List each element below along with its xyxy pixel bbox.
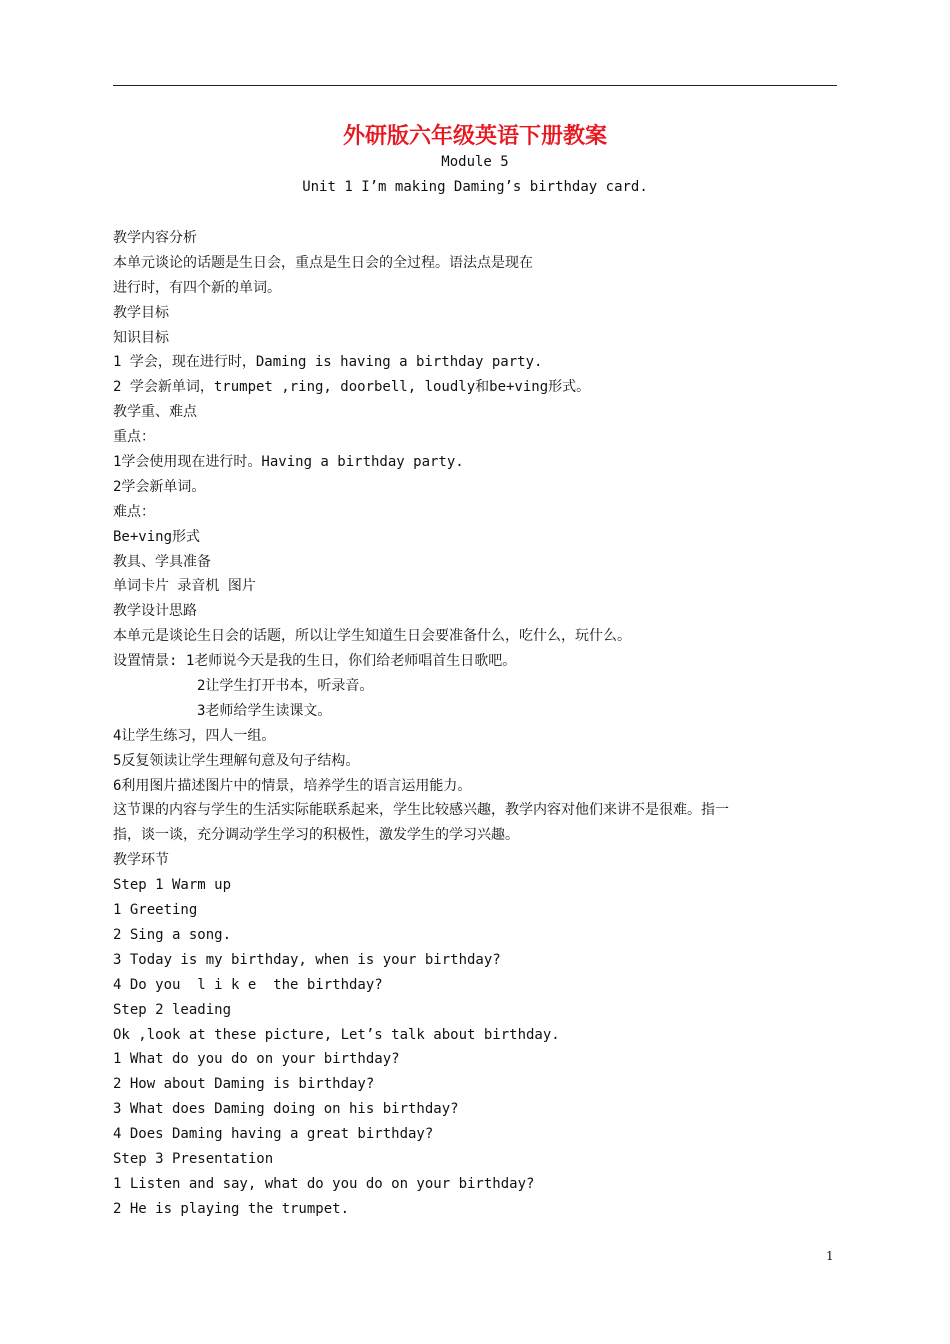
text-line: 3 What does Daming doing on his birthday? — [113, 1101, 459, 1118]
text-line: 2让学生打开书本，听录音。 — [197, 678, 374, 695]
module-heading: Module 5 — [441, 154, 509, 170]
text-line: 6利用图片描述图片中的情景，培养学生的语言运用能力。 — [113, 777, 472, 794]
text-line: 本单元是谈论生日会的话题，所以让学生知道生日会要准备什么，吃什么，玩什么。 — [113, 628, 631, 645]
unit-heading: Unit 1 I’m making Daming’s birthday card. — [302, 179, 648, 195]
text-line: 1 Greeting — [113, 902, 198, 919]
text-line: 1 学会，现在进行时，Daming is having a birthday party. — [113, 354, 543, 371]
text-line: 难点： — [113, 503, 155, 520]
text-line: Step 2 leading — [113, 1001, 232, 1018]
text-line: 1 Listen and say, what do you do on your birthday? — [113, 1175, 535, 1192]
text-line: 教学目标 — [113, 304, 169, 321]
text-line: 3 Today is my birthday, when is your birthday? — [113, 951, 501, 968]
text-line: 2 He is playing the trumpet. — [113, 1200, 350, 1217]
text-line: 1 What do you do on your birthday? — [113, 1051, 400, 1068]
header-rule — [113, 85, 837, 86]
text-line: 2学会新单词。 — [113, 478, 206, 495]
text-line: 设置情景: 1老师说今天是我的生日，你们给老师唱首生日歌吧。 — [113, 653, 517, 670]
text-line: 指，谈一谈，充分调动学生学习的积极性，激发学生的学习兴趣。 — [113, 827, 519, 844]
text-line: 5反复领读让学生理解句意及句子结构。 — [113, 752, 360, 769]
document-body — [113, 226, 841, 1222]
text-line: 进行时，有四个新的单词。 — [113, 279, 281, 296]
text-line: 这节课的内容与学生的生活实际能联系起来，学生比较感兴趣，教学内容对他们来讲不是很难。指一 — [113, 802, 729, 819]
text-line: 本单元谈论的话题是生日会，重点是生日会的全过程。语法点是现在 — [113, 254, 533, 271]
text-line: 2 学会新单词，trumpet ,ring, doorbell, loudly和be+ving形式。 — [113, 379, 591, 396]
text-line: 1学会使用现在进行时。Having a birthday party. — [113, 454, 464, 471]
text-line: 3老师给学生读课文。 — [197, 702, 332, 719]
text-line: 教学内容分析 — [113, 230, 197, 246]
page-number: 1 — [826, 1249, 834, 1263]
document-title: 外研版六年级英语下册教案 — [342, 123, 607, 149]
text-line: 4 Does Daming having a great birthday? — [113, 1126, 434, 1143]
text-line: Ok ,look at these picture, Let’s talk about birthday. — [113, 1026, 560, 1043]
text-line: 单词卡片 录音机 图片 — [113, 578, 256, 595]
text-line: 教学重、难点 — [113, 404, 197, 421]
text-line: 重点： — [113, 429, 155, 446]
text-line: Step 1 Warm up — [113, 877, 232, 894]
text-line: 4 Do you l i k e the birthday? — [113, 976, 383, 993]
text-line: 2 How about Daming is birthday? — [113, 1076, 375, 1093]
text-line: 教学环节 — [113, 852, 169, 869]
text-line: 教具、学具准备 — [113, 553, 211, 570]
text-line: Step 3 Presentation — [113, 1150, 274, 1167]
text-line: Be+ving形式 — [113, 528, 201, 545]
text-line: 2 Sing a song. — [113, 926, 232, 943]
text-line: 4让学生练习，四人一组。 — [113, 727, 276, 744]
text-line: 教学设计思路 — [113, 603, 197, 620]
text-line: 知识目标 — [113, 329, 169, 346]
